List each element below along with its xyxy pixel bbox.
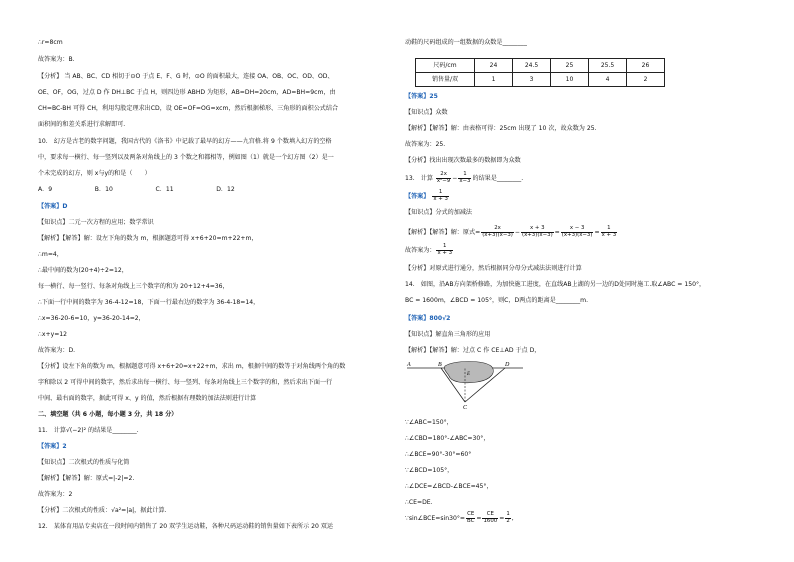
question-11: 11. 计算√(−2)² 的结果是________. bbox=[38, 427, 139, 434]
answer-label: 【答案】2 bbox=[38, 443, 67, 450]
table-cell: 4 bbox=[589, 73, 627, 87]
solution-line: ∴CE=DE. bbox=[405, 499, 433, 506]
solution-line: ∴最中间的数为(20+4)÷2=12， bbox=[38, 267, 128, 274]
solution-line: ∴∠BCE=90°-30°=60° bbox=[405, 451, 472, 458]
answer-options: A．9 B．10 C．11 D．12 bbox=[38, 186, 235, 193]
analysis-line: 【分析】设左下角的数为 m，根据题意可得 x+6+20=x+22+m，求出 m，根据中间的数等于对角线两个角的数 bbox=[38, 363, 346, 370]
question-text: 中，要求每一横行、每一竖列以及两条对角线上的 3 个数之和都相等，例如图（1）就是一个幻方图（2）是一 bbox=[38, 154, 334, 161]
section-heading: 二、填空题（共 6 小题，每小题 3 分，共 18 分） bbox=[38, 411, 178, 418]
solution-line: 【解析】【解答】解：过点 C 作 CE⊥AD 于点 D， bbox=[405, 347, 541, 354]
question-12: 12. 某体育用品专卖店在一段时间内销售了 20 双学生运动鞋，各种尺码运动鞋的销售量如下表所示 20 双运 bbox=[38, 523, 333, 530]
solution-line: 【解析】【解答】解：由表格可得：25cm 出现了 10 次，故众数为 25. bbox=[405, 125, 597, 132]
label-c: C bbox=[463, 405, 468, 410]
question-13: 13. 计算 $\frac{2x}{\text{x²−9}}$ − $\frac{1}{x-3}$ 的结果是________. bbox=[405, 171, 524, 184]
solution-line: ∴x=36-20-6=10，y=36-20-14=2， bbox=[38, 315, 145, 322]
fraction: $\frac{CE}{1600}$ bbox=[483, 511, 498, 524]
table-cell: 24 bbox=[475, 59, 513, 73]
fraction: $\frac{1}{x + 3}$ bbox=[433, 189, 448, 202]
question-text: 个未完成的幻方，则 x与y的和是（ ） bbox=[38, 170, 151, 177]
question-suffix: 的结果是________. bbox=[472, 175, 524, 183]
analysis-line: OE、OF，OG，过点 D 作 DH⊥BC 于点 H，则四边形 ABHD 为矩形，AB=DH=20cm，AD=BH=9cm，由 bbox=[38, 89, 336, 96]
label-a: A bbox=[407, 362, 411, 368]
fraction: $\frac{CE}{BC}$ bbox=[467, 511, 475, 524]
fraction: $\frac{2x}{\text{x²−9}}$ bbox=[436, 171, 451, 184]
solution-line: 【解析】【解答】解：原式= $\frac{2x}{(x+3)(x-3)}$ − $\frac{x + 3}{(x+3)(x-3)}$ = $\frac{x - 3}{(x+3)(x-3)}$ = $\frac{1}{x + 3}$ bbox=[405, 225, 617, 238]
table-cell: 24.5 bbox=[513, 59, 551, 73]
answer-statement: 故答案为：B. bbox=[38, 56, 75, 63]
table-row bbox=[416, 73, 665, 87]
solution-line: ∴∠DCE=∠BCD-∠BCE=45°， bbox=[405, 483, 493, 490]
table-row bbox=[416, 59, 665, 73]
answer-label: 【答案】D bbox=[38, 203, 68, 210]
solution-line: ∴m=4， bbox=[38, 251, 63, 258]
question-text: 动鞋的尺码组成的一组数据的众数是________ bbox=[405, 39, 527, 46]
solution-line: ∴∠CBD=180°-∠ABC=30°， bbox=[405, 435, 490, 442]
table-cell: 1 bbox=[475, 73, 513, 87]
label-b: B bbox=[438, 362, 442, 368]
analysis-line: 字和除以 2 可得中间的数字，然后求出每一横行、每一竖列、每条对角线上三个数字的和，然后求出下面一行 bbox=[38, 379, 333, 386]
knowledge-point: 【知识点】解直角三角形的应用 bbox=[405, 331, 491, 338]
solution-line: 【解析】【解答】解：原式=|-2|=2. bbox=[38, 475, 135, 482]
solution-line: ∵∠ABC=150°， bbox=[405, 419, 453, 426]
analysis-line: 【分析】对原式进行通分，然后根据同分母分式减法法则进行计算 bbox=[405, 265, 582, 272]
solution-line: 每一横行、每一竖行、每条对角线上三个数字的和为 20+12+4=36， bbox=[38, 283, 229, 290]
answer-statement: 故答案为：25. bbox=[405, 141, 446, 148]
question-number: 13. 计算 bbox=[405, 175, 433, 183]
analysis-line: 中间、最右面的数字，据此可得 x、y 的值，然后根据有理数的加法法则进行计算 bbox=[38, 395, 257, 402]
sales-table bbox=[415, 58, 665, 87]
lake-bridge-figure bbox=[405, 358, 525, 410]
table-cell: 26 bbox=[627, 59, 665, 73]
text-line: ∴r=8cm bbox=[38, 39, 63, 46]
table-cell: 2 bbox=[627, 73, 665, 87]
fraction: $\frac{1}{x + 3}$ bbox=[437, 243, 453, 256]
question-14: 14. 如图，沿AB方向架桥修路，为加快施工进度，在直线AB上湖的另一边的D处同时施工.取∠ABC = 150°， bbox=[405, 281, 706, 288]
fraction: $\frac{x - 3}{(x+3)(x-3)}$ bbox=[561, 225, 593, 238]
table-cell: 25.5 bbox=[589, 59, 627, 73]
answer-statement: 故答案为： $\frac{1}{x + 3}$ bbox=[405, 243, 453, 256]
answer-label: 【答案】25 bbox=[405, 93, 438, 100]
solution-line: 【解析】【解答】解：设左下角的数为 m，根据题意可得 x+6+20=m+22+m， bbox=[38, 235, 258, 242]
fraction: $\frac{1}{2}$ bbox=[506, 511, 510, 524]
solution-line: ∴下面一行中间的数字为 36-4-12=18，下面一行最右边的数字为 36-4-18=14， bbox=[38, 299, 260, 306]
answer-label: 【答案】800√2 bbox=[405, 315, 451, 322]
label-d: D bbox=[505, 362, 510, 368]
answer-statement: 故答案为：D. bbox=[38, 347, 76, 354]
table-header-cell: 销售量/双 bbox=[416, 73, 475, 87]
solution-line: ∵∠BCD=105°， bbox=[405, 467, 454, 474]
analysis-line: 【分析】 当 AB、BC、CD 相切于⊙O 于点 E、F、G 时，⊙O 的面积最大，连接 OA、OB、OC、OD、OD、 bbox=[38, 73, 334, 80]
fraction: $\frac{x + 3}{(x+3)(x-3)}$ bbox=[521, 225, 553, 238]
answer-statement: 故答案为：2 bbox=[38, 491, 73, 498]
analysis-line: 面积间的和差关系进行求解即可. bbox=[38, 121, 126, 128]
fraction: $\frac{2x}{(x+3)(x-3)}$ bbox=[482, 225, 513, 238]
table-cell: 10 bbox=[551, 73, 589, 87]
knowledge-point: 【知识点】二元一次方程的应用；数学常识 bbox=[38, 219, 154, 226]
answer-row bbox=[405, 190, 450, 202]
question-10: 10. 幻方是古老的数字问题，我国古代的《洛书》中记载了最早的幻方——九宫格.将 9 个数填入幻方的空格 bbox=[38, 138, 332, 145]
table-header-cell: 尺码/cm bbox=[416, 59, 475, 73]
table-cell: 25 bbox=[551, 59, 589, 73]
knowledge-point: 【知识点】分式的加减法 bbox=[405, 209, 473, 216]
answer-label: 【答案】 bbox=[405, 193, 430, 201]
label-e: E bbox=[467, 372, 471, 377]
analysis-line: CH=BC-BH 可得 CH，利用勾股定理求出CD，设 OE=OF=OG=xcm，然后根据梯形、三角形的面积公式结合 bbox=[38, 105, 339, 112]
fraction: $\frac{1}{x-3}$ bbox=[459, 171, 471, 184]
knowledge-point: 【知识点】二次根式的性质与化简 bbox=[38, 459, 130, 466]
knowledge-point: 【知识点】众数 bbox=[405, 109, 448, 116]
analysis-line: 【分析】二次根式的性质：√a²=|a|，据此计算. bbox=[38, 507, 167, 514]
solution-line: ∵sin∠BCE=sin30°= $\frac{CE}{BC}$ = $\frac{CE}{1600}$ = $\frac{1}{2}$ , bbox=[405, 511, 514, 524]
analysis-line: 【分析】找出出现次数最多的数据即为众数 bbox=[405, 157, 521, 164]
fraction: $\frac{1}{x + 3}$ bbox=[601, 225, 617, 238]
table-cell: 3 bbox=[513, 73, 551, 87]
question-text: BC = 1600m，∠BCD = 105°，则C，D两点的距离是________m. bbox=[405, 297, 589, 304]
solution-line: ∴x+y=12 bbox=[38, 331, 68, 338]
